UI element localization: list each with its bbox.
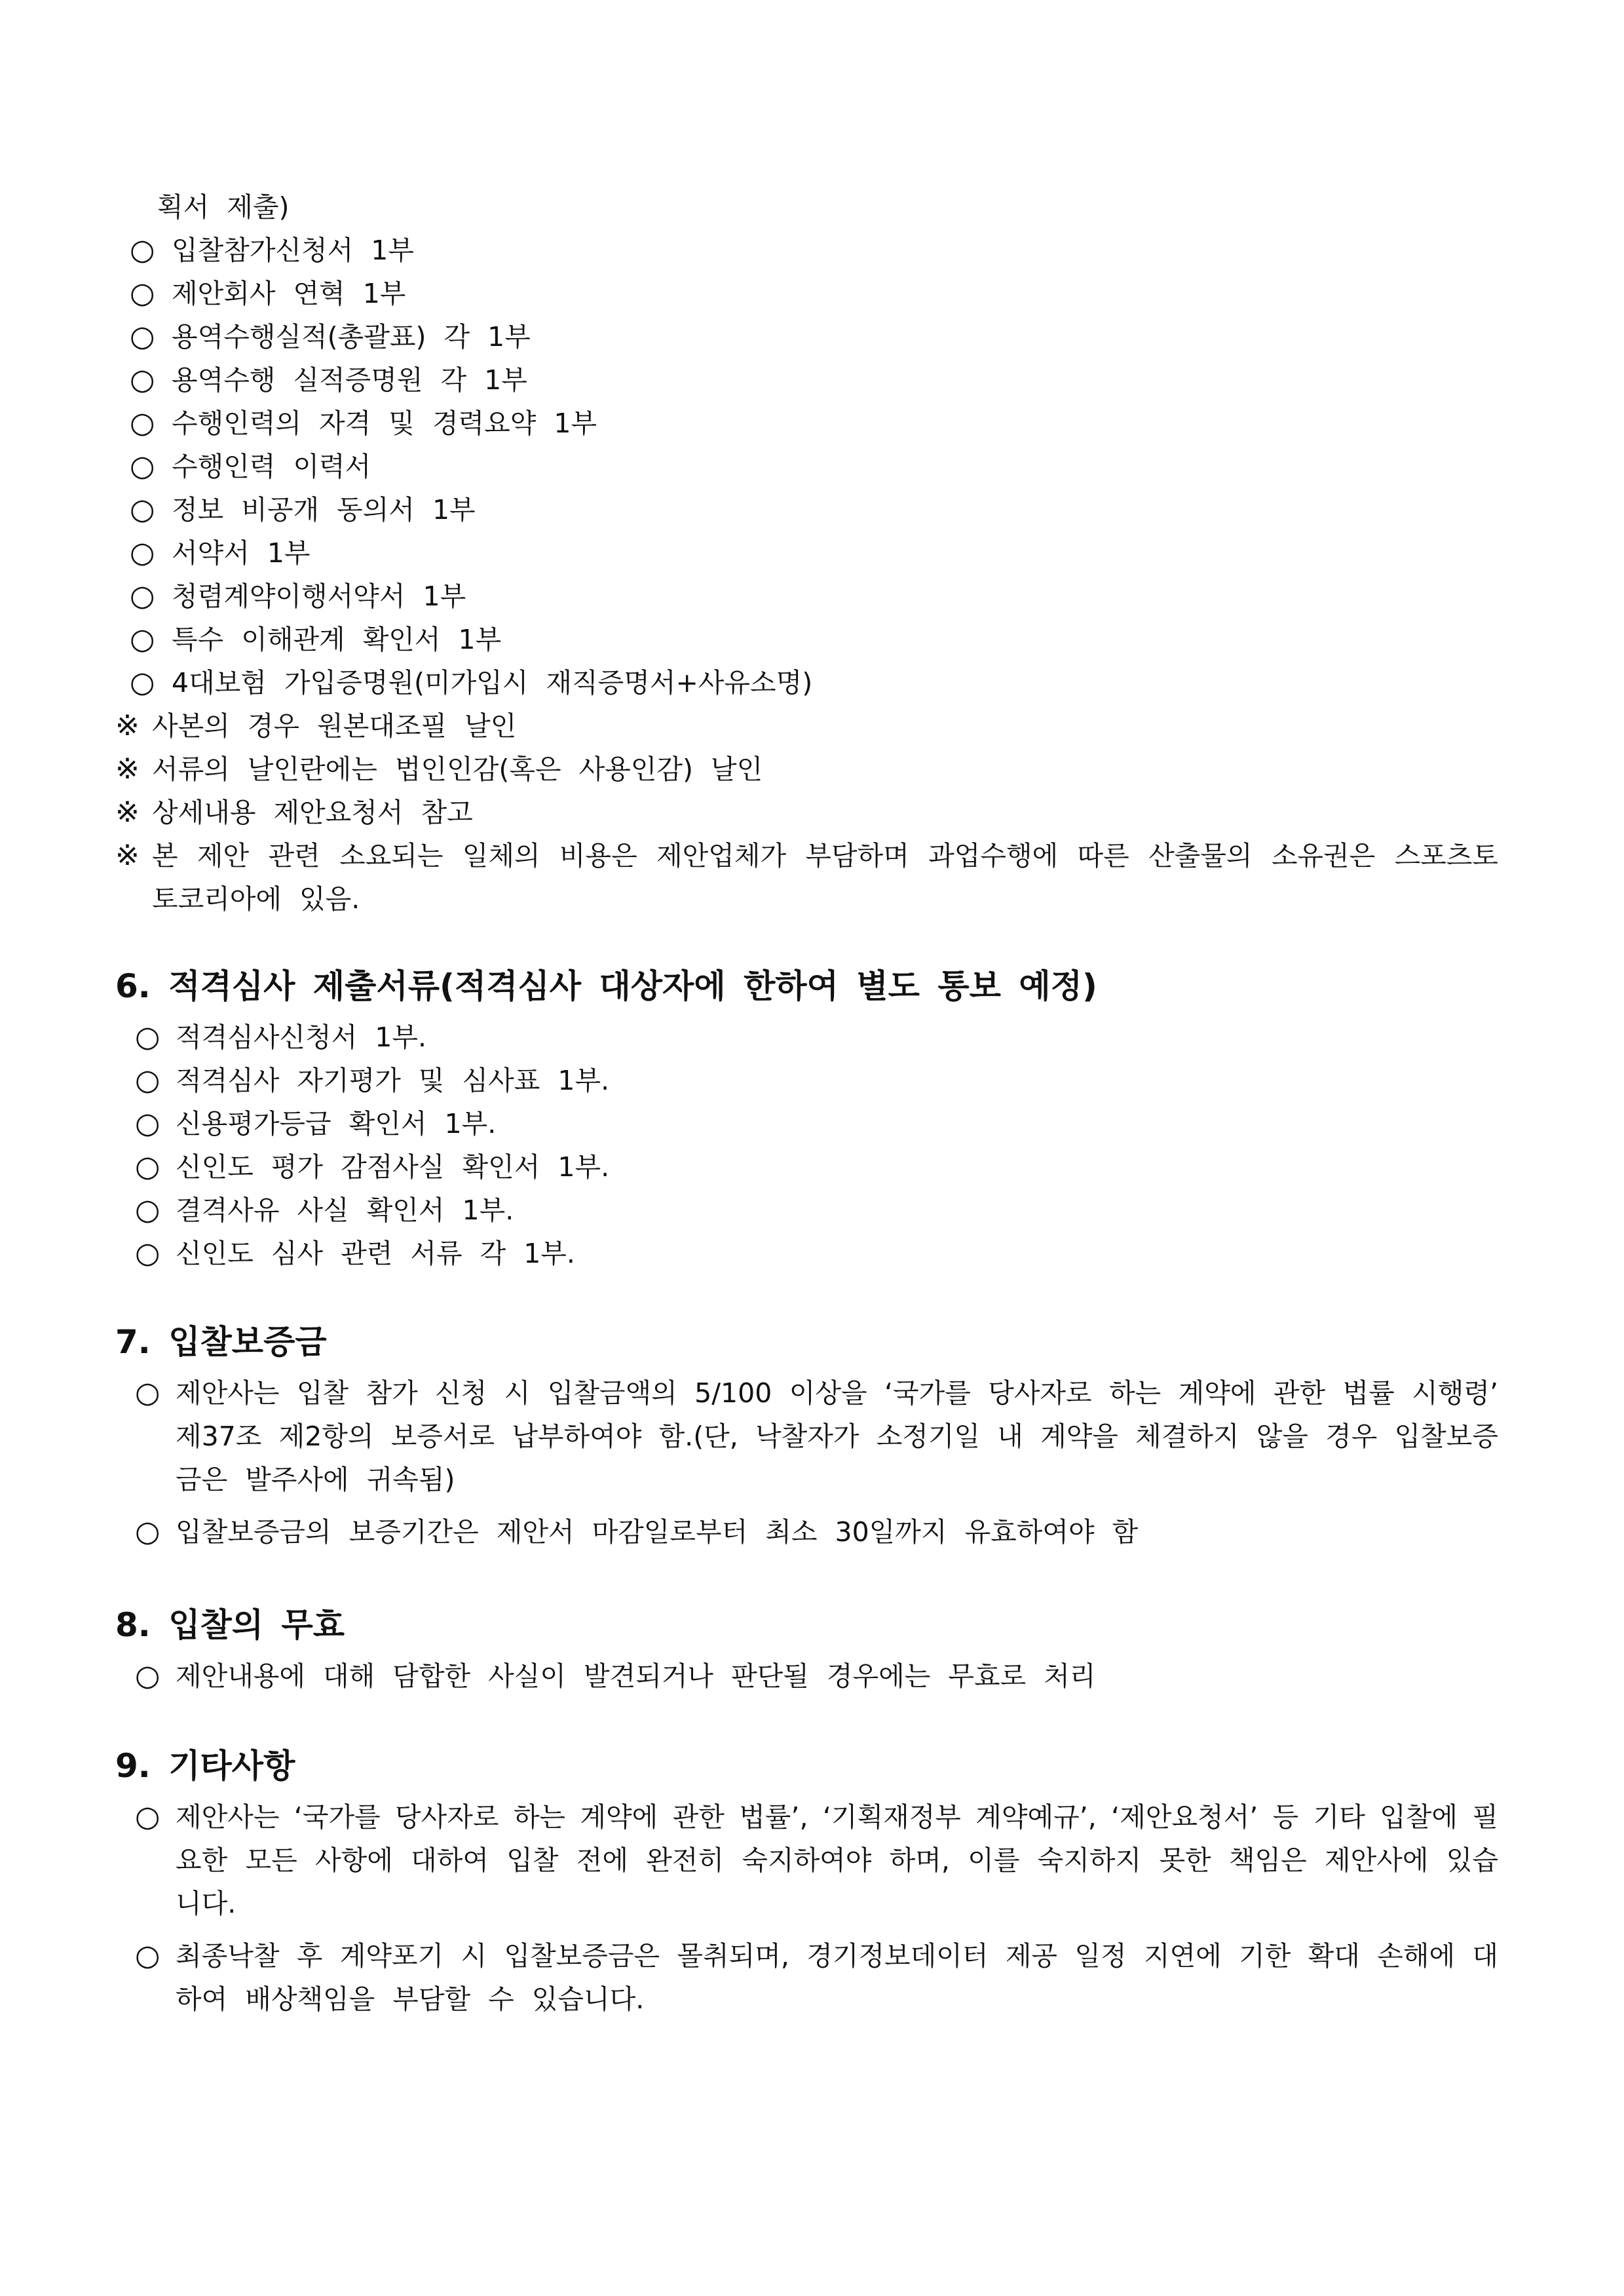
paragraph-line: 니다. [176, 1888, 236, 1919]
section-8-title: 8. 입찰의 무효 [115, 1606, 345, 1644]
bullet-circle: ○ [130, 320, 155, 353]
paragraph-line: 최종낙찰 후 계약포기 시 입찰보증금은 몰취되며, 경기정보데이터 제공 일정 지연에 기한 확대 손해에 대 [176, 1940, 1498, 1972]
section-9-title: 9. 기타사항 [115, 1747, 295, 1785]
paragraph-line: 하여 배상책임을 부담할 수 있습니다. [176, 1983, 645, 2015]
bullet-circle: ○ [135, 1800, 161, 1833]
paragraph-line: 제안사는 입찰 참가 신청 시 입찰금액의 5/100 이상을 ‘국가를 당사자로 하는 계약에 관한 법률 시행령’ [176, 1377, 1498, 1409]
bullet-circle: ○ [130, 450, 155, 483]
list-item: 신인도 평가 감점사실 확인서 1부. [176, 1151, 610, 1183]
bullet-circle: ○ [130, 363, 155, 396]
paragraph-line: 제안내용에 대해 담합한 사실이 발견되거나 판단될 경우에는 무효로 처리 [176, 1660, 1096, 1692]
section-7-title: 7. 입찰보증금 [115, 1323, 327, 1361]
list-item: 용역수행실적(총괄표) 각 1부 [172, 321, 531, 353]
list-item: 정보 비공개 동의서 1부 [172, 494, 476, 526]
list-item: 수행인력의 자격 및 경력요약 1부 [172, 408, 597, 439]
list-item: 제안회사 연혁 1부 [172, 278, 406, 309]
note-item: 상세내용 제안요청서 참고 [152, 797, 473, 828]
bullet-circle: ○ [135, 1376, 161, 1409]
section-6-title: 6. 적격심사 제출서류(적격심사 대상자에 한하여 별도 통보 예정) [115, 967, 1097, 1005]
bullet-circle: ○ [135, 1236, 161, 1270]
reference-mark: ※ [115, 795, 140, 829]
bullet-circle: ○ [130, 622, 155, 656]
note-item-continued: 토코리아에 있음. [152, 883, 360, 915]
list-item: 4대보험 가입증명원(미가입시 재직증명서+사유소명) [172, 667, 813, 698]
bullet-circle: ○ [135, 1939, 161, 1972]
list-item: 결격사유 사실 확인서 1부. [176, 1195, 514, 1226]
bullet-circle: ○ [135, 1515, 161, 1548]
note-item: 본 제안 관련 소요되는 일체의 비용은 제안업체가 부담하며 과업수행에 따른 산출물의 소유권은 스포츠토 [152, 840, 1498, 871]
list-item: 청렴계약이행서약서 1부 [172, 581, 466, 612]
paragraph-line: 제안사는 ‘국가를 당사자로 하는 계약에 관한 법률’, ‘기획재정부 계약예규’, ‘제안요청서’ 등 기타 입찰에 필 [176, 1801, 1498, 1833]
list-item: 특수 이해관계 확인서 1부 [172, 624, 502, 655]
list-item: 적격심사신청서 1부. [176, 1022, 426, 1053]
bullet-circle: ○ [130, 493, 155, 526]
list-item: 서약서 1부 [172, 537, 311, 569]
paragraph-line: 입찰보증금의 보증기간은 제안서 마감일로부터 최소 30일까지 유효하여야 함 [176, 1516, 1139, 1548]
paragraph-line: 제37조 제2항의 보증서로 납부하여야 함.(단, 낙찰자가 소정기일 내 계약을 체결하지 않을 경우 입찰보증 [176, 1421, 1498, 1452]
reference-mark: ※ [115, 752, 140, 786]
bullet-circle: ○ [135, 1659, 161, 1693]
list-item: 수행인력 이력서 [172, 451, 371, 482]
bullet-circle: ○ [130, 233, 155, 267]
continued-line: 획서 제출) [157, 191, 290, 223]
list-item: 적격심사 자기평가 및 심사표 1부. [176, 1065, 610, 1096]
reference-mark: ※ [115, 839, 140, 872]
list-item: 용역수행 실적증명원 각 1부 [172, 364, 527, 396]
list-item: 신용평가등급 확인서 1부. [176, 1108, 497, 1139]
note-item: 사본의 경우 원본대조필 날인 [152, 710, 517, 742]
bullet-circle: ○ [135, 1193, 161, 1227]
reference-mark: ※ [115, 709, 140, 742]
note-item: 서류의 날인란에는 법인인감(혹은 사용인감) 날인 [152, 754, 763, 785]
bullet-circle: ○ [135, 1150, 161, 1183]
paragraph-line: 금은 발주사에 귀속됨) [176, 1464, 455, 1495]
bullet-circle: ○ [130, 536, 155, 569]
bullet-circle: ○ [130, 406, 155, 440]
bullet-circle: ○ [130, 277, 155, 310]
list-item: 신인도 심사 관련 서류 각 1부. [176, 1238, 575, 1269]
bullet-circle: ○ [130, 579, 155, 613]
list-item: 입찰참가신청서 1부 [172, 235, 414, 266]
bullet-circle: ○ [135, 1107, 161, 1140]
bullet-circle: ○ [135, 1063, 161, 1097]
bullet-circle: ○ [130, 666, 155, 699]
bullet-circle: ○ [135, 1020, 161, 1054]
paragraph-line: 요한 모든 사항에 대하여 입찰 전에 완전히 숙지하여야 하며, 이를 숙지하지 못한 책임은 제안사에 있습 [176, 1845, 1498, 1876]
